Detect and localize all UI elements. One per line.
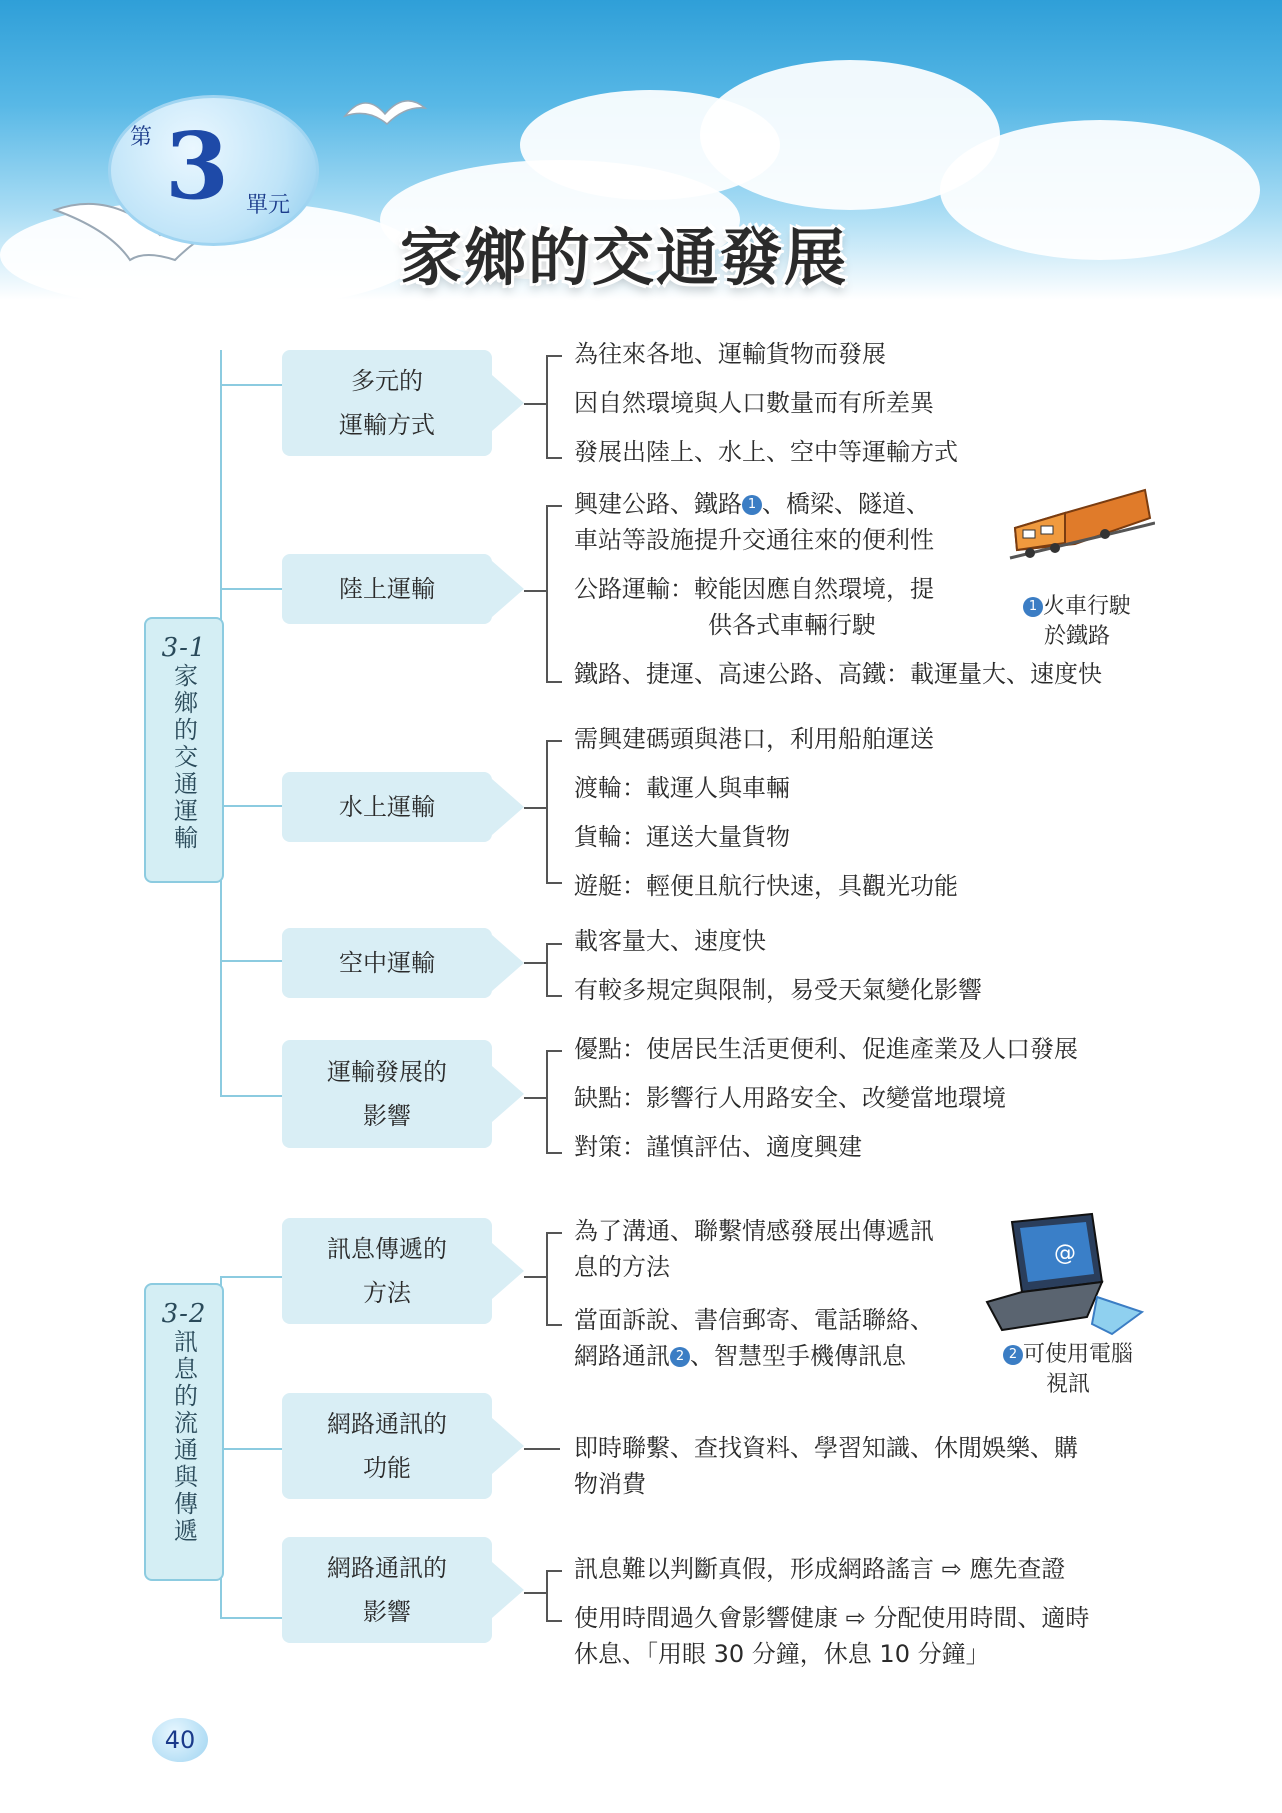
bullet-item: 缺點：影響行人用路安全、改變當地環境 — [574, 1084, 1006, 1112]
note-marker-2: 2 — [1003, 1345, 1023, 1365]
bullet-item: 車站等設施提升交通往來的便利性 — [574, 526, 934, 554]
connector-line — [220, 1095, 282, 1097]
topic-line: 功能 — [363, 1454, 411, 1482]
bullet-item — [574, 1338, 906, 1374]
topic-line: 水上運輸 — [339, 793, 435, 821]
note-caption-2 — [988, 1340, 1148, 1400]
section-label-3-1 — [144, 617, 224, 883]
bullet-item — [574, 486, 930, 522]
arrow-icon — [492, 935, 524, 991]
bracket — [546, 1050, 562, 1154]
arrow-icon — [492, 779, 524, 835]
topic-line: 運輸方式 — [339, 411, 435, 439]
topic-box — [282, 1040, 492, 1148]
bracket — [546, 740, 562, 884]
note-marker-1: 1 — [1023, 597, 1043, 617]
bullet-item: 有較多規定與限制，易受天氣變化影響 — [574, 976, 982, 1004]
topic-box — [282, 928, 492, 998]
bracket — [546, 1232, 562, 1326]
bracket — [546, 943, 562, 997]
arrow-icon — [492, 561, 524, 617]
topic-line: 影響 — [363, 1102, 411, 1130]
bracket-tick — [524, 403, 546, 405]
arrow-icon — [492, 1066, 524, 1122]
topic-line: 運輸發展的 — [327, 1058, 447, 1086]
bullet-item: 為往來各地、運輸貨物而發展 — [574, 340, 886, 368]
bracket-tick — [524, 962, 546, 964]
laptop-icon — [982, 1212, 1150, 1342]
caption-line — [988, 1340, 1148, 1370]
svg-text:@: @ — [1054, 1241, 1076, 1266]
topic-box — [282, 1393, 492, 1499]
topic-line: 訊息傳遞的 — [327, 1235, 447, 1263]
bullet-item: 當面訴說、書信郵寄、電話聯絡、 — [574, 1306, 934, 1334]
section-number: 3-1 — [161, 633, 207, 663]
topic-line: 陸上運輸 — [339, 575, 435, 603]
seagull-icon — [340, 86, 430, 136]
arrow-icon — [492, 1418, 524, 1474]
bracket — [546, 505, 562, 683]
section-label-3-2 — [144, 1283, 224, 1581]
section-title: 訊息的流通與傳遞 — [169, 1329, 198, 1545]
bullet-item: 因自然環境與人口數量而有所差異 — [574, 389, 934, 417]
connector-line — [220, 384, 282, 386]
note-marker-2: 2 — [670, 1347, 690, 1367]
arrow-icon — [492, 1243, 524, 1299]
bullet-item: 為了溝通、聯繫情感發展出傳遞訊 — [574, 1217, 934, 1245]
connector-line — [220, 1276, 282, 1278]
bullet-item: 發展出陸上、水上、空中等運輸方式 — [574, 438, 958, 466]
caption-text: 可使用電腦 — [1022, 1342, 1133, 1367]
connector-line — [220, 960, 282, 962]
topic-line: 網路通訊的 — [327, 1410, 447, 1438]
topic-line: 影響 — [363, 1598, 411, 1626]
unit-suffix: 單元 — [246, 193, 291, 218]
caption-line: 於鐵路 — [1043, 624, 1110, 649]
note-caption-1 — [1002, 592, 1152, 652]
connector-line — [220, 1448, 282, 1450]
topic-line: 多元的 — [351, 367, 423, 395]
topic-box — [282, 554, 492, 624]
topic-box — [282, 772, 492, 842]
train-icon — [1005, 488, 1155, 568]
bracket — [546, 355, 562, 459]
bullet-item: 優點：使居民生活更便利、促進產業及人口發展 — [574, 1035, 1078, 1063]
unit-prefix: 第 — [130, 125, 153, 150]
bullet-item: 鐵路、捷運、高速公路、高鐵：載運量大、速度快 — [574, 660, 1102, 688]
arrow-icon — [492, 1562, 524, 1618]
section-number: 3-2 — [161, 1299, 207, 1329]
connector-line — [220, 588, 282, 590]
bullet-item: 遊艇：輕便且航行快速，具觀光功能 — [574, 872, 958, 900]
bracket-tick — [524, 1448, 546, 1450]
section-title: 家鄉的交通運輸 — [169, 663, 198, 852]
connector-line — [220, 805, 282, 807]
bullet-item: 需興建碼頭與港口，利用船舶運送 — [574, 725, 934, 753]
caption-text: 火車行駛 — [1042, 594, 1131, 619]
bullet-item: 即時聯繫、查找資料、學習知識、休閒娛樂、購 — [574, 1434, 1078, 1462]
page-number: 40 — [152, 1718, 208, 1762]
bullet-item: 載客量大、速度快 — [574, 927, 766, 955]
bullet-item: 渡輪：載運人與車輛 — [574, 774, 790, 802]
bullet-text: 網路通訊 — [574, 1342, 670, 1370]
bullet-item: 息的方法 — [574, 1253, 670, 1281]
arrow-icon — [492, 375, 524, 431]
bracket-tick — [546, 1448, 560, 1450]
connector-line — [220, 1617, 282, 1619]
bullet-item: 訊息難以判斷真假，形成網路謠言 ⇨ 應先查證 — [574, 1555, 1066, 1583]
bullet-text: 興建公路、鐵路 — [574, 490, 742, 518]
bracket-tick — [524, 1592, 546, 1594]
bullet-text: 、智慧型手機傳訊息 — [690, 1342, 906, 1370]
cloud — [940, 120, 1260, 260]
unit-number: 3 — [165, 112, 230, 220]
bullet-text: 、橋梁、隧道、 — [762, 490, 930, 518]
topic-box — [282, 1537, 492, 1643]
caption-line — [1002, 592, 1152, 622]
note-marker-1: 1 — [742, 495, 762, 515]
topic-line: 網路通訊的 — [327, 1554, 447, 1582]
topic-line: 空中運輸 — [339, 949, 435, 977]
connector-line — [220, 950, 222, 1095]
bullet-item: 對策：謹慎評估、適度興建 — [574, 1133, 862, 1161]
bullet-item: 休息、「用眼 30 分鐘，休息 10 分鐘」 — [574, 1640, 990, 1668]
bracket — [546, 1570, 562, 1622]
caption-line: 視訊 — [1045, 1372, 1090, 1397]
bullet-item: 供各式車輛行駛 — [708, 611, 876, 639]
bullet-item: 公路運輸：較能因應自然環境，提 — [574, 575, 934, 603]
bracket-tick — [524, 1097, 546, 1099]
bullet-item: 物消費 — [574, 1470, 646, 1498]
bracket-tick — [524, 1276, 546, 1278]
page-title: 家鄉的交通發展 — [400, 221, 849, 294]
topic-box — [282, 1218, 492, 1324]
topic-line: 方法 — [363, 1279, 411, 1307]
bracket-tick — [524, 807, 546, 809]
topic-box — [282, 350, 492, 456]
bracket-tick — [524, 590, 546, 592]
bullet-item: 使用時間過久會影響健康 ⇨ 分配使用時間、適時 — [574, 1604, 1090, 1632]
bullet-item: 貨輪：運送大量貨物 — [574, 823, 790, 851]
